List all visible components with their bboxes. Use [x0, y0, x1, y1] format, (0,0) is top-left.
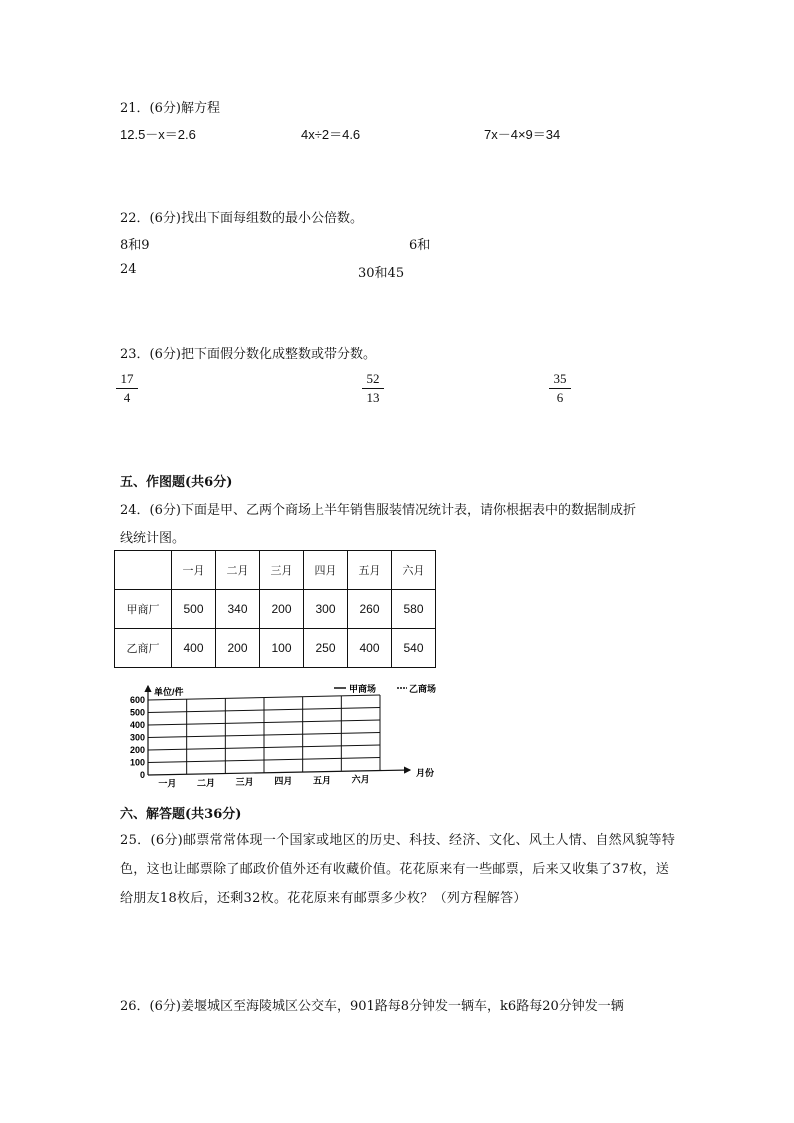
table-row-label: 乙商厂 [115, 629, 172, 668]
fraction-denominator: 6 [556, 390, 564, 405]
table-header-cell: 一月 [172, 551, 216, 590]
table-cell: 400 [348, 629, 392, 668]
table-header-cell: 六月 [392, 551, 436, 590]
fraction-numerator: 35 [553, 371, 567, 386]
fraction-35-6 [549, 372, 571, 405]
x-tick-label: 一月 [158, 778, 177, 789]
table-cell: 250 [304, 629, 348, 668]
q25-text: 25．(6分)邮票常常体现一个国家或地区的历史、科技、经济、文化、风土人情、自然风貌等特色，这也让邮票除了邮政价值外还有收藏价值。花花原来有一些邮票，后来又收集了37枚，送给朋友18枚后，还剩32枚。花花原来有邮票多少枚？（列方程解答） [120, 833, 676, 906]
y-tick-label: 0 [139, 770, 145, 780]
table-header-cell: 二月 [216, 551, 260, 590]
table-corner-cell [115, 551, 172, 590]
table-cell: 500 [172, 590, 216, 629]
table-header-cell: 五月 [348, 551, 392, 590]
table-cell: 540 [392, 629, 436, 668]
q22-item-a: 8和9 [120, 238, 150, 253]
legend-label-a: 甲商场 [349, 684, 377, 694]
table-cell: 580 [392, 590, 436, 629]
sales-table [114, 550, 436, 668]
y-tick-label: 100 [129, 757, 145, 768]
fraction-52-13 [362, 372, 384, 405]
q21-equation-1: 12.5－x＝2.6 [120, 127, 196, 142]
y-tick-label: 400 [129, 720, 145, 730]
legend-label-b: 乙商场 [409, 684, 437, 694]
table-cell: 100 [260, 629, 304, 668]
fraction-numerator: 52 [366, 371, 380, 386]
q21-title: 21．(6分)解方程 [120, 101, 220, 116]
x-tick-label: 三月 [235, 776, 254, 787]
table-row [115, 629, 436, 668]
table-header-cell: 四月 [304, 551, 348, 590]
q26-text: 26．(6分)姜堰城区至海陵城区公交车，901路每8分钟发一辆车，k6路每20分钟发一辆 [120, 999, 624, 1014]
q21-equation-3: 7x－4×9＝34 [484, 127, 561, 142]
section-5-heading: 五、作图题(共6分) [120, 475, 233, 490]
fraction-numerator: 17 [120, 371, 134, 386]
q22-item-c: 24 [120, 262, 137, 277]
table-cell: 200 [260, 590, 304, 629]
table-cell: 200 [216, 629, 260, 668]
y-tick-label: 300 [129, 732, 145, 743]
table-cell: 260 [348, 590, 392, 629]
x-tick-label: 五月 [312, 775, 332, 786]
fraction-17-4 [116, 372, 138, 405]
blank-line-chart-grid [110, 680, 480, 790]
section-6-heading: 六、解答题(共36分) [120, 807, 242, 822]
x-axis [148, 770, 410, 775]
q22-item-d: 30和45 [358, 266, 405, 281]
q21-equation-2: 4x÷2＝4.6 [301, 127, 361, 142]
table-header-row [115, 551, 436, 590]
q22-item-b: 6和 [409, 238, 431, 253]
table-row [115, 590, 436, 629]
table-cell: 400 [172, 629, 216, 668]
table-row-label: 甲商厂 [115, 590, 172, 629]
q23-title: 23．(6分)把下面假分数化成整数或带分数。 [120, 347, 376, 362]
q22-title: 22．(6分)找出下面每组数的最小公倍数。 [120, 211, 363, 226]
y-tick-label: 200 [129, 745, 145, 755]
q24-text-line-2: 线统计图。 [120, 531, 186, 546]
table-cell: 340 [216, 590, 260, 629]
table-cell: 300 [304, 590, 348, 629]
q24-text-line-1: 24．(6分)下面是甲、乙两个商场上半年销售服装情况统计表，请你根据表中的数据制成折 [120, 503, 636, 518]
x-tick-label: 六月 [351, 774, 370, 785]
x-tick-label: 二月 [196, 777, 216, 788]
y-tick-label: 500 [129, 707, 145, 718]
x-tick-label: 四月 [274, 776, 293, 787]
y-axis-unit-label: 单位/件 [154, 687, 184, 697]
table-header-cell: 三月 [260, 551, 304, 590]
x-axis-unit-label: 月份 [416, 768, 435, 778]
y-tick-label: 600 [129, 695, 145, 705]
fraction-denominator: 13 [366, 390, 380, 405]
fraction-denominator: 4 [123, 390, 131, 405]
